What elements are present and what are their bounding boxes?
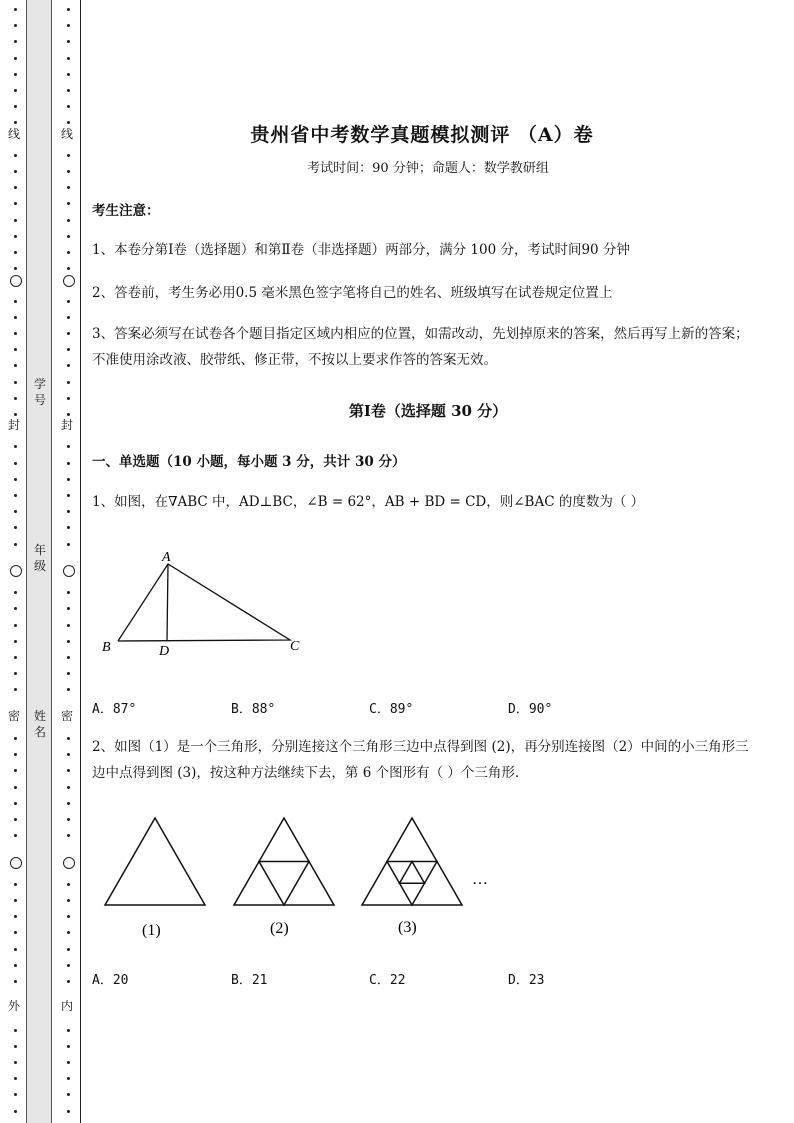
question-1-option-a: A．87° — [92, 702, 137, 717]
binding-dot — [14, 267, 17, 270]
binding-dot — [14, 1077, 17, 1080]
vertex-label-d: D — [159, 644, 170, 659]
binding-dot — [67, 478, 70, 481]
binding-dot — [14, 607, 17, 610]
binding-dot — [67, 57, 70, 60]
binding-dot — [67, 235, 70, 238]
binding-dot — [14, 688, 17, 691]
binding-dot — [67, 186, 70, 189]
binding-char: 封 — [61, 418, 74, 432]
triangle-figure-2 — [234, 818, 334, 905]
binding-circle — [63, 565, 75, 577]
binding-dot — [14, 300, 17, 303]
binding-dot — [67, 1093, 70, 1096]
binding-dot — [14, 105, 17, 108]
binding-dot — [67, 607, 70, 610]
binding-circle — [10, 565, 22, 577]
binding-dot — [14, 915, 17, 918]
binding-dot — [14, 931, 17, 934]
binding-dot — [14, 753, 17, 756]
left-dot-column — [10, 0, 22, 1123]
binding-dot — [14, 1045, 17, 1048]
binding-char: 密 — [8, 709, 21, 723]
binding-dot — [67, 170, 70, 173]
binding-dot — [14, 170, 17, 173]
notice-item: 1、本卷分第Ⅰ卷（选择题）和第Ⅱ卷（非选择题）两部分，满分 100 分，考试时间90 分钟 — [92, 242, 630, 258]
binding-circle — [10, 275, 22, 287]
binding-dot — [67, 591, 70, 594]
question-2-option-d: D．23 — [508, 973, 545, 988]
binding-dot — [67, 89, 70, 92]
question-1-option-b: B．88° — [231, 702, 276, 717]
section-title: 第Ⅰ卷（选择题 30 分） — [348, 402, 508, 420]
binding-dot — [67, 202, 70, 205]
question-2-stem: 2、如图（1）是一个三角形，分别连接这个三角形三边中点得到图 (2)，再分别连接图（2）中间的小三角形三边中点得到图 (3)，按这种方法继续下去，第 6 个图形有（ ）个三角形． — [92, 739, 749, 781]
binding-dot — [67, 316, 70, 319]
binding-dot — [67, 494, 70, 497]
binding-dot — [14, 73, 17, 76]
binding-dot — [14, 948, 17, 951]
binding-dot — [14, 381, 17, 384]
binding-dot — [14, 121, 17, 124]
name-label: 姓 名 — [33, 709, 46, 739]
binding-dot — [67, 154, 70, 157]
binding-dot — [14, 235, 17, 238]
student-id-label: 学 号 — [33, 377, 46, 407]
binding-dot — [14, 40, 17, 43]
binding-char: 内 — [61, 999, 74, 1013]
binding-dot — [67, 526, 70, 529]
binding-dot — [14, 478, 17, 481]
binding-dot — [67, 348, 70, 351]
binding-dot — [14, 980, 17, 983]
student-info-column — [26, 0, 52, 1123]
binding-dot — [14, 526, 17, 529]
binding-dot — [14, 8, 17, 11]
notice-item: 2、答卷前，考生务必用0.5 毫米黑色签字笔将自己的姓名、班级填写在试卷规定位置上 — [92, 285, 613, 301]
binding-dot — [67, 899, 70, 902]
vertex-label-c: C — [290, 639, 300, 654]
binding-margin — [0, 0, 90, 1123]
binding-dot — [14, 786, 17, 789]
question-2-option-c: C．22 — [369, 973, 406, 988]
binding-dot — [67, 462, 70, 465]
binding-dot — [67, 915, 70, 918]
binding-dot — [67, 1077, 70, 1080]
binding-char: 线 — [61, 127, 74, 141]
binding-dot — [67, 543, 70, 546]
binding-dot — [67, 964, 70, 967]
binding-circle — [10, 857, 22, 869]
binding-dot — [14, 899, 17, 902]
binding-dot — [14, 964, 17, 967]
binding-dot — [67, 267, 70, 270]
binding-dot — [67, 883, 70, 886]
binding-dot — [67, 8, 70, 11]
binding-dot — [14, 543, 17, 546]
binding-dot — [67, 737, 70, 740]
binding-dot — [67, 688, 70, 691]
binding-dot — [14, 624, 17, 627]
binding-dot — [67, 931, 70, 934]
binding-char: 密 — [61, 709, 74, 723]
binding-dot — [14, 640, 17, 643]
notice-item: 3、答案必须写在试卷各个题目指定区域内相应的位置，如需改动，先划掉原来的答案，然后再写上新的答案；不准使用涂改液、胶带纸、修正带，不按以上要求作答的答案无效。 — [92, 326, 749, 368]
figure-caption-1: (1) — [142, 922, 161, 939]
binding-dot — [14, 802, 17, 805]
binding-dot — [67, 251, 70, 254]
notice-heading: 考生注意： — [92, 203, 160, 219]
binding-dot — [67, 624, 70, 627]
triangle-figure-3 — [362, 818, 462, 905]
binding-dot — [14, 672, 17, 675]
question-1-option-c: C．89° — [369, 702, 414, 717]
binding-circle — [63, 857, 75, 869]
vertex-label-b: B — [102, 640, 111, 655]
binding-dot — [14, 202, 17, 205]
binding-dot — [14, 818, 17, 821]
binding-dot — [67, 510, 70, 513]
question-2-option-b: B．21 — [231, 973, 268, 988]
binding-dot — [67, 818, 70, 821]
binding-dot — [14, 251, 17, 254]
binding-dot — [67, 121, 70, 124]
binding-dot — [67, 802, 70, 805]
binding-dot — [67, 753, 70, 756]
figure-caption-2: (2) — [270, 920, 289, 937]
binding-dot — [14, 316, 17, 319]
part-heading: 一、单选题（10 小题，每小题 3 分，共计 30 分） — [92, 454, 406, 470]
binding-dot — [67, 834, 70, 837]
vertex-label-a: A — [162, 550, 171, 565]
binding-dot — [67, 381, 70, 384]
binding-dot — [14, 494, 17, 497]
binding-dot — [14, 591, 17, 594]
binding-rule — [80, 0, 81, 1123]
binding-dot — [14, 883, 17, 886]
binding-dot — [67, 769, 70, 772]
binding-dot — [14, 397, 17, 400]
grade-label: 年 级 — [33, 543, 46, 573]
binding-dot — [14, 1061, 17, 1064]
binding-dot — [14, 413, 17, 416]
binding-dot — [14, 510, 17, 513]
binding-dot — [14, 89, 17, 92]
binding-dot — [67, 672, 70, 675]
binding-dot — [14, 1110, 17, 1113]
binding-dot — [67, 397, 70, 400]
right-dot-column — [63, 0, 75, 1123]
binding-dot — [67, 332, 70, 335]
binding-dot — [67, 786, 70, 789]
binding-dot — [67, 413, 70, 416]
question-1-option-d: D．90° — [508, 702, 553, 717]
binding-dot — [14, 1029, 17, 1032]
binding-dot — [67, 219, 70, 222]
binding-dot — [67, 1029, 70, 1032]
triangle-figure-1 — [105, 818, 205, 905]
exam-title: 贵州省中考数学真题模拟测评 （A）卷 — [250, 124, 594, 146]
question-1-figure — [98, 545, 318, 665]
binding-dot — [14, 24, 17, 27]
binding-circle — [63, 275, 75, 287]
binding-dot — [14, 656, 17, 659]
binding-dot — [14, 834, 17, 837]
binding-char: 线 — [8, 127, 21, 141]
binding-dot — [14, 445, 17, 448]
binding-dot — [14, 769, 17, 772]
binding-dot — [14, 219, 17, 222]
figure-caption-3: (3) — [398, 919, 417, 936]
binding-dot — [67, 980, 70, 983]
binding-dot — [14, 1093, 17, 1096]
binding-dot — [67, 300, 70, 303]
binding-dot — [14, 348, 17, 351]
binding-dot — [67, 445, 70, 448]
binding-dot — [67, 948, 70, 951]
binding-dot — [67, 656, 70, 659]
binding-dot — [67, 40, 70, 43]
binding-dot — [14, 462, 17, 465]
binding-dot — [14, 154, 17, 157]
question-1-stem: 1、如图，在∇ABC 中，AD⊥BC，∠B = 62°，AB + BD = CD，则∠BAC 的度数为（ ） — [92, 494, 645, 510]
binding-dot — [14, 57, 17, 60]
binding-dot — [67, 24, 70, 27]
question-2-figure — [102, 814, 522, 944]
ellipsis: … — [472, 871, 488, 888]
binding-dot — [67, 1061, 70, 1064]
binding-dot — [67, 1110, 70, 1113]
binding-char: 外 — [8, 999, 21, 1013]
binding-char: 封 — [8, 418, 21, 432]
binding-dot — [14, 364, 17, 367]
binding-dot — [14, 332, 17, 335]
binding-dot — [14, 186, 17, 189]
exam-subtitle: 考试时间：90 分钟；命题人：数学教研组 — [307, 161, 549, 176]
binding-dot — [67, 73, 70, 76]
binding-dot — [14, 737, 17, 740]
binding-dot — [67, 364, 70, 367]
binding-dot — [67, 640, 70, 643]
binding-dot — [67, 1045, 70, 1048]
binding-dot — [67, 105, 70, 108]
question-2-option-a: A．20 — [92, 973, 129, 988]
